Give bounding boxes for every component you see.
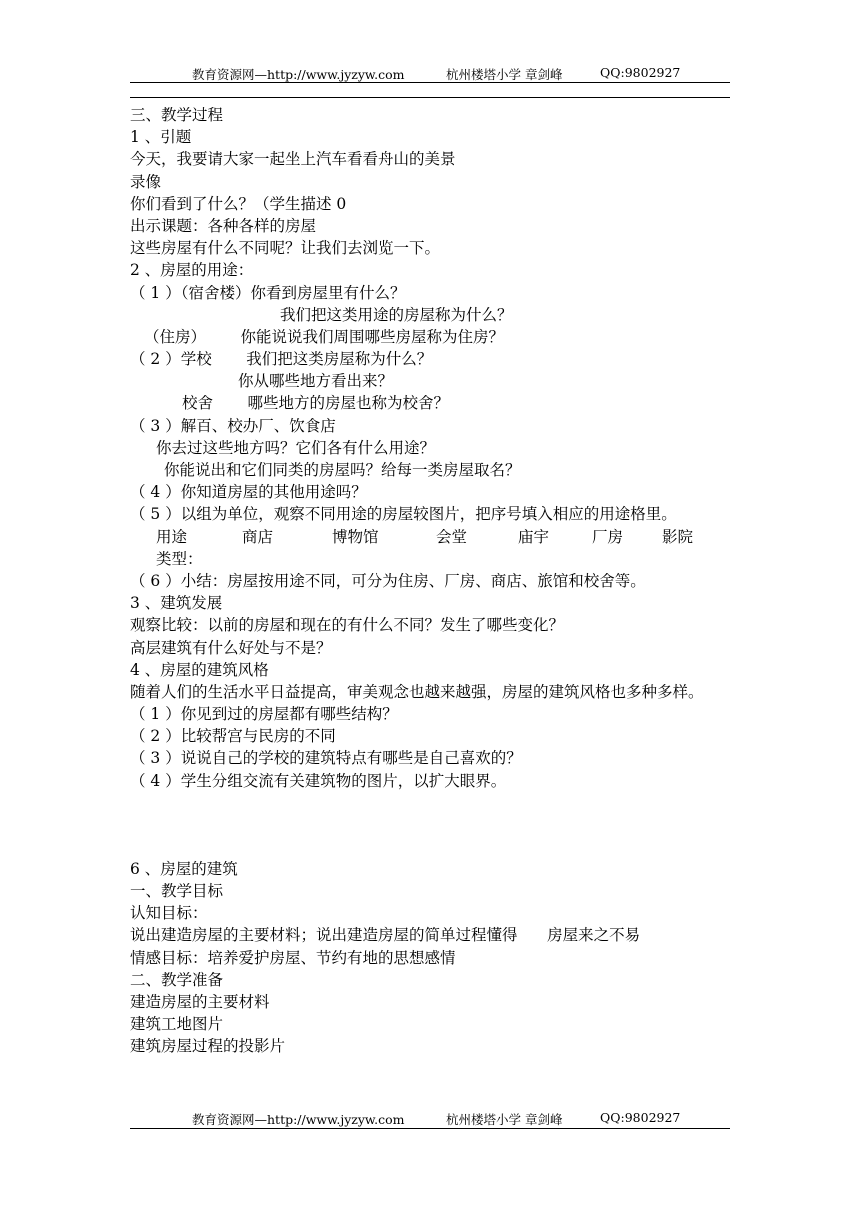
text-line: 认知目标： — [130, 904, 208, 923]
header-qq: QQ:9802927 — [600, 65, 681, 80]
text-line: （ 5 ）以组为单位，观察不同用途的房屋较图片，把序号填入相应的用途格里。 — [130, 505, 677, 524]
text-line: （ 4 ）你知道房屋的其他用途吗？ — [130, 483, 367, 502]
text-line: （ 4 ）学生分组交流有关建筑物的图片，以扩大眼界。 — [130, 771, 507, 790]
text-line: 说出建造房屋的主要材料；说出建造房屋的简单过程懂得 房屋来之不易 — [130, 926, 641, 945]
text-line: 今天，我要请大家一起坐上汽车看看舟山的美景 — [130, 150, 456, 169]
section-intro: 1 、引题 — [130, 128, 192, 147]
header-rule-thin — [130, 82, 730, 83]
usage-label: 用途 — [156, 527, 188, 546]
section-style: 4 、房屋的建筑风格 — [130, 660, 269, 679]
text-line: 情感目标：培养爱护房屋、节约有地的思想感情 — [130, 948, 456, 967]
text-line: 你从哪些地方看出来？ — [238, 372, 394, 391]
footer-school: 杭州楼塔小学 章剑峰 — [446, 1112, 563, 1127]
text-line: （ 3 ）说说自己的学校的建筑特点有哪些是自己喜欢的？ — [130, 749, 522, 768]
text-paragraph: 随着人们的生活水平日益提高，审美观念也越来越强，房屋的建筑风格也多种多样。 — [130, 682, 704, 701]
text-line: （ 2 ）学校 我们把这类房屋称为什么？ — [130, 350, 433, 369]
header-site: 教育资源网—http://www.jyzyw.com — [192, 67, 405, 82]
text-line: 类型： — [156, 549, 203, 568]
text-line: 校舍 哪些地方的房屋也称为校舍？ — [182, 394, 449, 413]
text-line: 建筑工地图片 — [130, 1015, 224, 1034]
usage-item: 庙宇 — [518, 527, 550, 546]
text-line: 高层建筑有什么好处与不是？ — [130, 638, 332, 657]
text-line: （住房） 你能说说我们周围哪些房屋称为住房？ — [144, 327, 504, 346]
text-line: 我们把这类用途的房屋称为什么？ — [280, 305, 513, 324]
text-line: 录像 — [130, 172, 162, 191]
text-line: （ 6 ）小结：房屋按用途不同，可分为住房、厂房、商店、旅馆和校舍等。 — [130, 571, 646, 590]
usage-item: 影院 — [662, 527, 694, 546]
header-rule — [130, 97, 730, 98]
document-body — [130, 104, 732, 1058]
heading-teaching-process: 三、教学过程 — [130, 106, 224, 124]
lesson-title: 6 、房屋的建筑 — [130, 859, 238, 878]
text-line: 你去过这些地方吗？它们各有什么用途？ — [156, 438, 436, 457]
footer-site: 教育资源网—http://www.jyzyw.com — [192, 1112, 405, 1127]
header-school: 杭州楼塔小学 章剑峰 — [446, 67, 563, 82]
heading-preparation: 二、教学准备 — [130, 970, 224, 989]
text-line: 你能说出和它们同类的房屋吗？给每一类房屋取名？ — [164, 461, 521, 479]
usage-row — [130, 526, 732, 548]
usage-item: 博物馆 — [332, 527, 379, 546]
section-usage: 2 、房屋的用途： — [130, 261, 254, 280]
text-line: 观察比较：以前的房屋和现在的有什么不同？发生了哪些变化？ — [130, 616, 565, 635]
text-line: 你们看到了什么？（学生描述 0 — [130, 194, 347, 213]
text-line: （ 1 ）（宿舍楼）你看到房屋里有什么？ — [130, 283, 406, 302]
text-line: （ 2 ）比较帮宫与民房的不同 — [130, 727, 336, 746]
section-development: 3 、建筑发展 — [130, 594, 223, 613]
spacer — [130, 792, 732, 858]
text-line: 出示课题：各种各样的房屋 — [130, 216, 317, 235]
text-line: 建筑房屋过程的投影片 — [130, 1037, 286, 1056]
heading-objectives: 一、教学目标 — [130, 882, 224, 901]
usage-item: 会堂 — [436, 527, 468, 546]
footer-rule — [130, 1128, 730, 1129]
text-line: （ 1 ）你见到过的房屋都有哪些结构？ — [130, 705, 398, 724]
text-line: （ 3 ）解百、校办厂、饮食店 — [130, 416, 336, 435]
usage-item: 商店 — [242, 527, 274, 546]
text-line: 这些房屋有什么不同呢？让我们去浏览一下。 — [130, 239, 441, 258]
footer-qq: QQ:9802927 — [600, 1110, 681, 1125]
usage-item: 厂房 — [592, 527, 624, 546]
text-line: 建造房屋的主要材料 — [130, 992, 270, 1011]
